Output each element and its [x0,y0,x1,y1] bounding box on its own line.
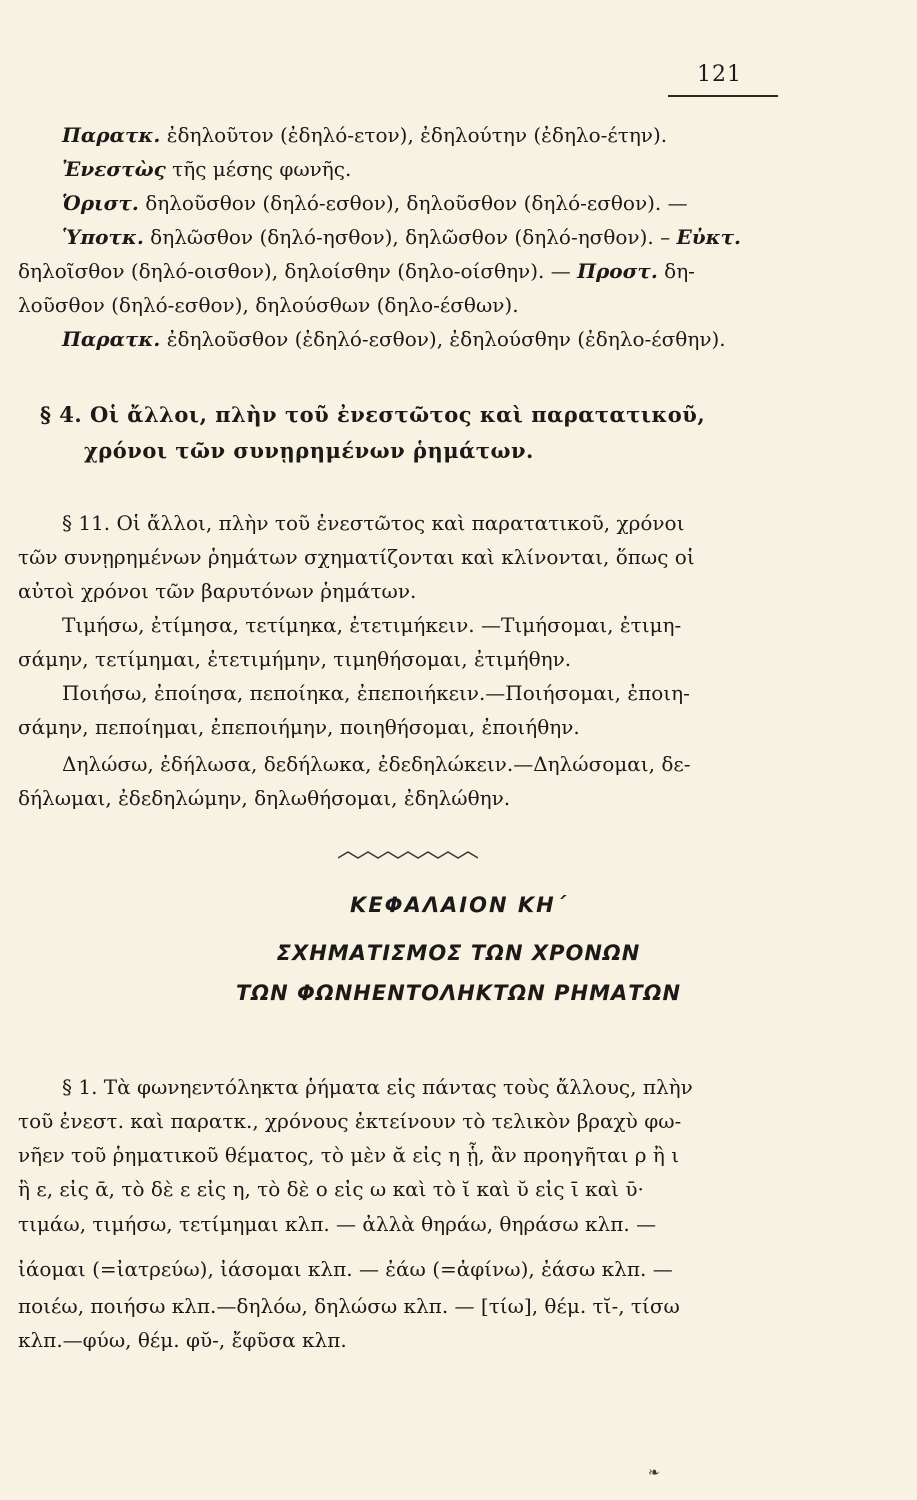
text-line: ποιέω, ποιήσω κλπ.—δηλόω, δηλώσω κλπ. — [τίω], θέμ. τῐ-, τίσω [18,1294,680,1318]
printer-mark: ❧ [648,1465,660,1481]
tense-label: Εὐκτ. [676,225,741,249]
text-line: δηλοῖσθον (δηλό-οισθον), δηλοίσθην (δηλο-οίσθην). — Προστ. δη- [18,259,695,283]
ornament-divider [338,848,478,862]
text-line: λοῦσθον (δηλό-εσθον), δηλούσθων (δηλο-έσθων). [18,293,519,317]
tense-label: Προστ. [577,259,658,283]
tense-label: Ὁριστ. [62,191,139,215]
text-line: κλπ.—φύω, θέμ. φῠ-, ἔφῦσα κλπ. [18,1328,347,1352]
page-number: 121 [697,62,742,87]
text-line: Παρατκ. ἐδηλοῦσθον (ἐδηλό-εσθον), ἐδηλούσθην (ἐδηλο-έσθην). [62,327,726,351]
text-line: Τιμήσω, ἐτίμησα, τετίμηκα, ἐτετιμήκειν. —Τιμήσομαι, ἐτιμη- [62,613,682,637]
chapter-title: ΚΕΦΑΛΑΙΟΝ ΚΗ΄ [350,893,567,917]
header-rule [668,95,778,97]
text-line: νῆεν τοῦ ῥηματικοῦ θέματος, τὸ μὲν ᾰ εἰς η ᾗ, ἂν προηγῆται ρ ἢ ι [18,1143,680,1167]
tense-label: Ἐνεστὼς [62,157,166,181]
text-line: ἢ ε, εἰς ᾱ, τὸ δὲ ε εἰς η, τὸ δὲ ο εἰς ω καὶ τὸ ῐ καὶ ῠ εἰς ῑ καὶ ῡ· [18,1177,644,1201]
text-line: Ἐνεστὼς τῆς μέσης φωνῆς. [62,157,352,181]
text-line: τοῦ ἐνεστ. καὶ παρατκ., χρόνους ἐκτείνουν τὸ τελικὸν βραχὺ φω- [18,1109,682,1133]
text-line: σάμην, τετίμημαι, ἐτετιμήμην, τιμηθήσομαι, ἐτιμήθην. [18,647,572,671]
chapter-subtitle: ΤΩΝ ΦΩΝΗΕΝΤΟΛΗΚΤΩΝ ΡΗΜΑΤΩΝ [235,981,682,1005]
text-line: § 1. Τὰ φωνηεντόληκτα ῥήματα εἰς πάντας τοὺς ἄλλους, πλὴν [62,1075,693,1099]
section-heading: χρόνοι τῶν συνῃρημένων ῥημάτων. [84,438,534,463]
text-line: Δηλώσω, ἐδήλωσα, δεδήλωκα, ἐδεδηλώκειν.—Δηλώσομαι, δε- [62,752,691,776]
text-line: ἰάομαι (=ἰατρεύω), ἰάσομαι κλπ. — ἐάω (=ἀφίνω), ἐάσω κλπ. — [18,1257,673,1281]
text-line: Παρατκ. ἐδηλοῦτον (ἐδηλό-ετον), ἐδηλούτην (ἐδηλο-έτην). [62,123,668,147]
section-heading: § 4. Οἱ ἄλλοι, πλὴν τοῦ ἐνεστῶτος καὶ παρατατικοῦ, [40,402,706,427]
text-line: Ποιήσω, ἐποίησα, πεποίηκα, ἐπεποιήκειν.—Ποιήσομαι, ἐποιη- [62,681,690,705]
tense-label: Παρατκ. [62,123,161,147]
tense-label: Παρατκ. [62,327,161,351]
text-line: Ὑποτκ. δηλῶσθον (δηλό-ησθον), δηλῶσθον (δηλό-ησθον). – Εὐκτ. [62,225,741,249]
chapter-subtitle: ΣΧΗΜΑΤΙΣΜΟΣ ΤΩΝ ΧΡΟΝΩΝ [276,941,641,965]
text-line: τιμάω, τιμήσω, τετίμημαι κλπ. — ἀλλὰ θηράω, θηράσω κλπ. — [18,1212,657,1236]
text-line: δήλωμαι, ἐδεδηλώμην, δηλωθήσομαι, ἐδηλώθην. [18,786,511,810]
text-line: Ὁριστ. δηλοῦσθον (δηλό-εσθον), δηλοῦσθον (δηλό-εσθον). — [62,191,688,215]
text-line: σάμην, πεποίημαι, ἐπεποιήμην, ποιηθήσομαι, ἐποιήθην. [18,715,580,739]
text-line: αὐτοὶ χρόνοι τῶν βαρυτόνων ῥημάτων. [18,579,417,603]
text-line: τῶν συνῃρημένων ῥημάτων σχηματίζονται καὶ κλίνονται, ὅπως οἱ [18,545,695,569]
text-line: § 11. Οἱ ἄλλοι, πλὴν τοῦ ἐνεστῶτος καὶ παρατατικοῦ, χρόνοι [62,511,685,535]
tense-label: Ὑποτκ. [62,225,144,249]
